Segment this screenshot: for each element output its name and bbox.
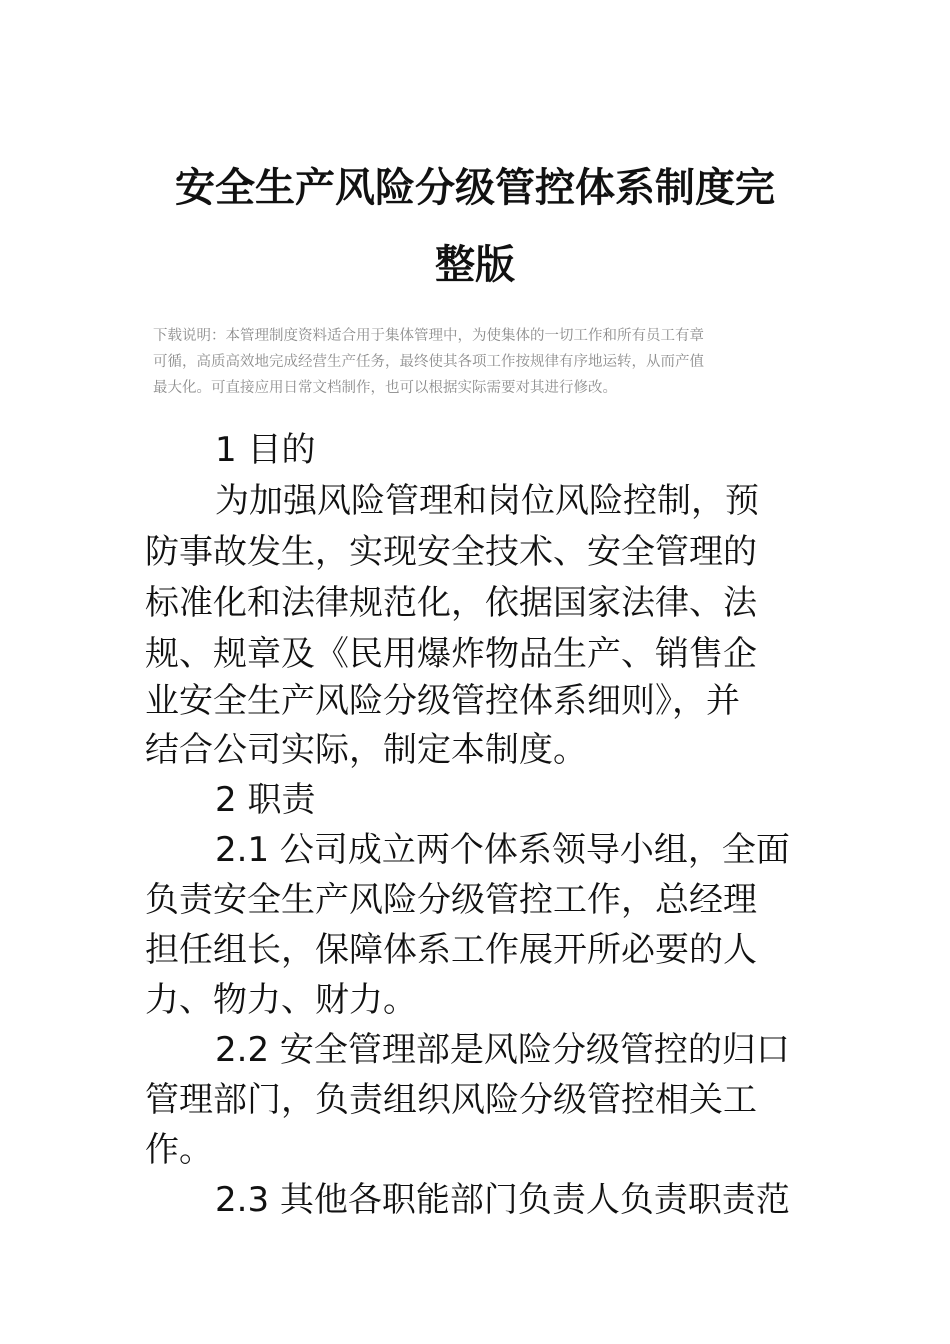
body-text-line: 2.1 公司成立两个体系领导小组，全面: [215, 830, 790, 870]
body-text-line: 规、规章及《民用爆炸物品生产、销售企: [145, 634, 757, 674]
download-note-line: 下载说明：本管理制度资料适合用于集体管理中，为使集体的一切工作和所有员工有章: [153, 328, 704, 344]
document-title-line-2: 整版: [435, 242, 515, 288]
body-text-line: 管理部门，负责组织风险分级管控相关工: [145, 1080, 757, 1120]
body-text-line: 2.3 其他各职能部门负责人负责职责范: [215, 1180, 790, 1220]
download-note-line: 最大化。可直接应用日常文档制作，也可以根据实际需要对其进行修改。: [153, 380, 617, 396]
section-heading: 1 目的: [215, 430, 316, 470]
section-heading: 2 职责: [215, 780, 316, 820]
body-text-line: 负责安全生产风险分级管控工作，总经理: [145, 880, 757, 920]
body-text-line: 为加强风险管理和岗位风险控制，预: [215, 481, 759, 521]
body-text-line: 2.2 安全管理部是风险分级管控的归口: [215, 1030, 790, 1070]
body-text-line: 标准化和法律规范化，依据国家法律、法: [145, 583, 757, 623]
body-text-line: 力、物力、财力。: [145, 980, 417, 1020]
body-text-line: 业安全生产风险分级管控体系细则》，并: [145, 681, 740, 721]
download-note-line: 可循，高质高效地完成经营生产任务，最终使其各项工作按规律有序地运转，从而产值: [153, 354, 704, 370]
body-text-line: 作。: [145, 1130, 213, 1170]
document-title-line-1: 安全生产风险分级管控体系制度完: [175, 165, 775, 211]
body-text-line: 结合公司实际，制定本制度。: [145, 730, 587, 770]
body-text-line: 担任组长，保障体系工作展开所必要的人: [145, 930, 757, 970]
body-text-line: 防事故发生，实现安全技术、安全管理的: [145, 532, 757, 572]
